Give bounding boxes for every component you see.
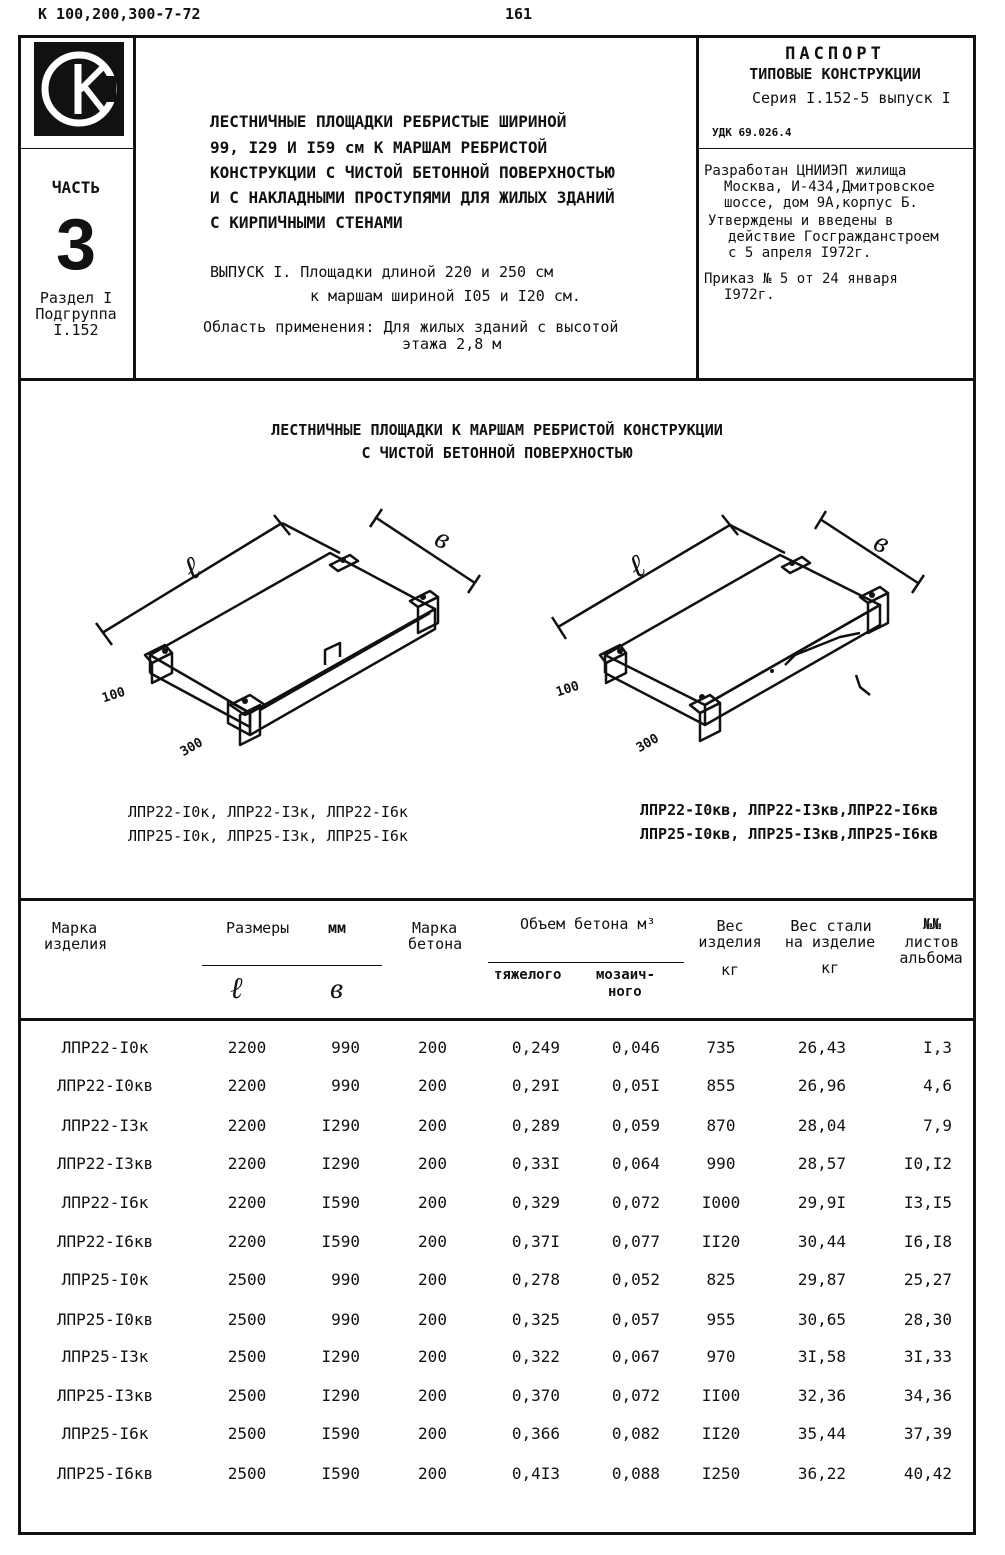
title-line-1: ЛЕСТНИЧНЫЕ ПЛОЩАДКИ РЕБРИСТЫЕ ШИРИНОЙ <box>210 112 567 131</box>
right-dim-b-label: в <box>868 524 895 561</box>
cell-mark: ЛПР22-I6кв <box>56 1232 154 1251</box>
cell-volume-mosaic: 0,064 <box>611 1154 660 1173</box>
left-dim-300: 300 <box>177 735 206 760</box>
cell-volume-heavy: 0,289 <box>511 1116 560 1135</box>
header-volume: Объем бетона м³ <box>520 915 656 933</box>
cell-steel-weight: 28,04 <box>797 1116 846 1135</box>
right-caption-line-1: ЛПР22-I0кв, ЛПР22-I3кв,ЛПР22-I6кв <box>640 801 939 819</box>
cell-volume-heavy: 0,29I <box>511 1076 560 1095</box>
volume-underline <box>488 962 684 963</box>
cell-concrete-grade: 200 <box>418 1116 447 1135</box>
cell-volume-heavy: 0,278 <box>511 1270 560 1289</box>
cell-sheets: I0,I2 <box>903 1154 952 1173</box>
developer-line-3: шоссе, дом 9А,корпус Б. <box>724 195 918 211</box>
cell-concrete-grade: 200 <box>418 1270 447 1289</box>
cell-weight: II00 <box>701 1386 741 1405</box>
header-sheets-2: листов <box>904 933 960 951</box>
cell-length: 2500 <box>227 1386 267 1405</box>
issue-line-2: к маршам шириной I05 и I20 см. <box>310 287 581 305</box>
header-l: ℓ <box>230 972 243 1005</box>
cell-length: 2200 <box>227 1076 267 1095</box>
cell-steel-weight: 30,65 <box>797 1310 846 1329</box>
cell-concrete-grade: 200 <box>418 1464 447 1483</box>
header-mm: мм <box>328 919 347 937</box>
cell-mark: ЛПР25-I3к <box>61 1347 149 1366</box>
cell-mark: ЛПР22-I3к <box>61 1116 149 1135</box>
cell-steel-weight: 30,44 <box>797 1232 846 1251</box>
cell-weight: 735 <box>706 1038 736 1057</box>
cell-sheets: I3,I5 <box>903 1193 952 1212</box>
header-sheets-3: альбома <box>899 949 963 967</box>
passport-subheading: ТИПОВЫЕ КОНСТРУКЦИИ <box>749 65 921 83</box>
cell-length: 2200 <box>227 1038 267 1057</box>
cell-concrete-grade: 200 <box>418 1232 447 1251</box>
header-divider-right <box>696 35 699 380</box>
title-line-5: С КИРПИЧНЫМИ СТЕНАМИ <box>210 213 403 232</box>
developer-line-4: Утверждены и введены в <box>708 213 894 229</box>
cell-volume-heavy: 0,37I <box>511 1232 560 1251</box>
cell-steel-weight: 29,9I <box>797 1193 846 1212</box>
cell-length: 2500 <box>227 1424 267 1443</box>
cell-width: I290 <box>321 1347 360 1366</box>
cell-weight: 855 <box>706 1076 736 1095</box>
cell-length: 2500 <box>227 1310 267 1329</box>
left-dim-100: 100 <box>100 684 128 707</box>
cell-volume-heavy: 0,33I <box>511 1154 560 1173</box>
cell-sheets: 34,36 <box>903 1386 952 1405</box>
cell-volume-mosaic: 0,067 <box>611 1347 660 1366</box>
cell-sheets: 4,6 <box>923 1076 952 1095</box>
header-concrete-1: Марка <box>412 919 458 937</box>
header-b: в <box>330 972 344 1005</box>
document-code: К 100,200,300-7-72 <box>38 5 201 23</box>
developer-line-1: Разработан ЦНИИЭП жилища <box>704 163 907 179</box>
cell-weight: I000 <box>701 1193 741 1212</box>
part-label: ЧАСТЬ <box>51 178 101 197</box>
cell-steel-weight: 35,44 <box>797 1424 846 1443</box>
cell-weight: 990 <box>706 1154 736 1173</box>
cell-weight: II20 <box>701 1424 741 1443</box>
cell-volume-heavy: 0,370 <box>511 1386 560 1405</box>
title-line-3: КОНСТРУКЦИИ С ЧИСТОЙ БЕТОННОЙ ПОВЕРХНОСТЬЮ <box>210 163 615 182</box>
header-mosaic-2: ного <box>608 984 642 1000</box>
scope-line-1: Область применения: Для жилых зданий с высотой <box>203 318 619 336</box>
cell-mark: ЛПР25-I6к <box>61 1424 149 1443</box>
header-heavy: тяжелого <box>494 967 562 983</box>
right-dim-l-label: ℓ <box>621 547 652 585</box>
part-number: 3 <box>55 205 97 285</box>
cell-weight: 955 <box>706 1310 736 1329</box>
cell-sheets: I6,I8 <box>903 1232 952 1251</box>
logo-divider <box>18 148 134 149</box>
cell-length: 2200 <box>227 1193 267 1212</box>
cell-width: I590 <box>321 1424 360 1443</box>
cell-mark: ЛПР25-I6кв <box>56 1464 154 1483</box>
passport-divider <box>697 148 976 149</box>
cell-width: 990 <box>331 1038 360 1057</box>
cell-volume-mosaic: 0,088 <box>611 1464 660 1483</box>
header-weight-1: Вес <box>716 917 744 935</box>
cell-width: I590 <box>321 1464 360 1483</box>
cell-volume-heavy: 0,4I3 <box>511 1464 560 1483</box>
subgroup-label: Подгруппа <box>35 305 117 323</box>
header-weight-3: кг <box>720 961 740 979</box>
left-dim-l-label: ℓ <box>176 549 207 587</box>
cell-width: I290 <box>321 1154 360 1173</box>
cell-weight: II20 <box>701 1232 741 1251</box>
cell-sheets: 25,27 <box>903 1270 952 1289</box>
cell-sheets: I,3 <box>923 1038 952 1057</box>
cell-concrete-grade: 200 <box>418 1347 447 1366</box>
cell-length: 2200 <box>227 1232 267 1251</box>
header-steel-1: Вес стали <box>790 917 872 935</box>
logo-emblem <box>34 42 124 136</box>
cell-steel-weight: 29,87 <box>797 1270 846 1289</box>
right-dim-100: 100 <box>554 678 582 701</box>
table-header-bottom-line <box>18 1018 976 1021</box>
cell-width: I590 <box>321 1193 360 1212</box>
page-number: 161 <box>505 5 533 23</box>
cell-volume-mosaic: 0,057 <box>611 1310 660 1329</box>
cell-width: I290 <box>321 1116 360 1135</box>
drawing-title-line-1: ЛЕСТНИЧНЫЕ ПЛОЩАДКИ К МАРШАМ РЕБРИСТОЙ КОНСТРУКЦИИ <box>271 421 723 439</box>
order-line-2: I972г. <box>724 287 775 303</box>
title-line-2: 99, I29 И I59 см К МАРШАМ РЕБРИСТОЙ <box>210 138 548 157</box>
header-sheets-1: №№ <box>922 915 942 933</box>
cell-width: I590 <box>321 1232 360 1251</box>
cell-concrete-grade: 200 <box>418 1154 447 1173</box>
cell-steel-weight: 32,36 <box>797 1386 846 1405</box>
cell-length: 2200 <box>227 1116 267 1135</box>
developer-line-5: действие Госгражданстроем <box>728 229 939 245</box>
cell-steel-weight: 3I,58 <box>797 1347 846 1366</box>
cell-volume-heavy: 0,325 <box>511 1310 560 1329</box>
cell-volume-mosaic: 0,072 <box>611 1193 660 1212</box>
left-dim-b-label: в <box>429 520 456 557</box>
cell-length: 2500 <box>227 1270 267 1289</box>
cell-concrete-grade: 200 <box>418 1076 447 1095</box>
cell-width: 990 <box>331 1076 360 1095</box>
cell-volume-mosaic: 0,046 <box>611 1038 660 1057</box>
cell-steel-weight: 28,57 <box>797 1154 846 1173</box>
cell-length: 2500 <box>227 1464 267 1483</box>
cell-volume-mosaic: 0,05I <box>611 1076 660 1095</box>
header-bottom-line <box>18 378 976 381</box>
header-mark-1: Марка <box>52 919 98 937</box>
cell-sheets: 40,42 <box>903 1464 952 1483</box>
right-dim-300: 300 <box>633 731 662 756</box>
udk-label: УДК 69.026.4 <box>712 126 792 139</box>
cell-mark: ЛПР25-I0к <box>61 1270 149 1289</box>
cell-volume-heavy: 0,249 <box>511 1038 560 1057</box>
table-top-line <box>18 898 976 901</box>
cell-mark: ЛПР22-I0кв <box>56 1076 154 1095</box>
cell-steel-weight: 26,43 <box>797 1038 846 1057</box>
cell-mark: ЛПР22-I6к <box>61 1193 149 1212</box>
sizes-underline <box>202 965 382 966</box>
header-mosaic-1: мозаич- <box>596 967 656 983</box>
cell-steel-weight: 26,96 <box>797 1076 846 1095</box>
cell-volume-heavy: 0,329 <box>511 1193 560 1212</box>
cell-volume-mosaic: 0,077 <box>611 1232 660 1251</box>
title-line-4: И С НАКЛАДНЫМИ ПРОСТУПЯМИ ДЛЯ ЖИЛЫХ ЗДАНИЙ <box>210 188 615 207</box>
cell-sheets: 3I,33 <box>903 1347 952 1366</box>
header-divider-left <box>133 35 136 380</box>
cell-width: I290 <box>321 1386 360 1405</box>
cell-sheets: 7,9 <box>923 1116 952 1135</box>
header-mark-2: изделия <box>44 935 108 953</box>
cell-weight: I250 <box>701 1464 741 1483</box>
header-concrete-2: бетона <box>408 935 463 953</box>
section-label: Раздел I <box>39 289 113 307</box>
cell-width: 990 <box>331 1270 360 1289</box>
header-weight-2: изделия <box>698 933 762 951</box>
passport-heading: ПАСПОРТ <box>785 44 885 64</box>
issue-line-1: ВЫПУСК I. Площадки длиной 220 и 250 см <box>210 263 554 281</box>
left-caption-line-2: ЛПР25-I0к, ЛПР25-I3к, ЛПР25-I6к <box>128 827 408 845</box>
developer-line-6: с 5 апреля I972г. <box>728 245 872 261</box>
cell-volume-mosaic: 0,072 <box>611 1386 660 1405</box>
drawing-title-line-2: С ЧИСТОЙ БЕТОННОЙ ПОВЕРХНОСТЬЮ <box>361 444 633 462</box>
scope-line-2: этажа 2,8 м <box>402 335 502 353</box>
cell-mark: ЛПР22-I0к <box>61 1038 149 1057</box>
subgroup-code: I.152 <box>53 321 99 339</box>
left-caption-line-1: ЛПР22-I0к, ЛПР22-I3к, ЛПР22-I6к <box>128 803 408 821</box>
cell-length: 2500 <box>227 1347 267 1366</box>
cell-volume-mosaic: 0,082 <box>611 1424 660 1443</box>
cell-sheets: 28,30 <box>903 1310 952 1329</box>
header-steel-3: кг <box>820 959 840 977</box>
header-sizes: Размеры <box>226 919 290 937</box>
cell-volume-heavy: 0,366 <box>511 1424 560 1443</box>
logo <box>34 42 124 136</box>
right-caption-line-2: ЛПР25-I0кв, ЛПР25-I3кв,ЛПР25-I6кв <box>640 825 939 843</box>
order-line-1: Приказ № 5 от 24 января <box>704 271 898 287</box>
cell-sheets: 37,39 <box>903 1424 952 1443</box>
cell-mark: ЛПР25-I0кв <box>56 1310 154 1329</box>
cell-weight: 970 <box>706 1347 736 1366</box>
series-label: Серия I.152-5 выпуск I <box>752 89 951 107</box>
cell-volume-heavy: 0,322 <box>511 1347 560 1366</box>
cell-mark: ЛПР22-I3кв <box>56 1154 154 1173</box>
header-steel-2: на изделие <box>784 933 876 951</box>
cell-concrete-grade: 200 <box>418 1038 447 1057</box>
developer-line-2: Москва, И-434,Дмитровское <box>724 179 935 195</box>
cell-volume-mosaic: 0,059 <box>611 1116 660 1135</box>
cell-concrete-grade: 200 <box>418 1310 447 1329</box>
cell-mark: ЛПР25-I3кв <box>56 1386 154 1405</box>
cell-concrete-grade: 200 <box>418 1424 447 1443</box>
cell-concrete-grade: 200 <box>418 1386 447 1405</box>
cell-concrete-grade: 200 <box>418 1193 447 1212</box>
cell-volume-mosaic: 0,052 <box>611 1270 660 1289</box>
cell-steel-weight: 36,22 <box>797 1464 846 1483</box>
cell-length: 2200 <box>227 1154 267 1173</box>
cell-width: 990 <box>331 1310 360 1329</box>
left-landing-drawing <box>90 505 490 765</box>
cell-weight: 825 <box>706 1270 736 1289</box>
cell-weight: 870 <box>706 1116 736 1135</box>
